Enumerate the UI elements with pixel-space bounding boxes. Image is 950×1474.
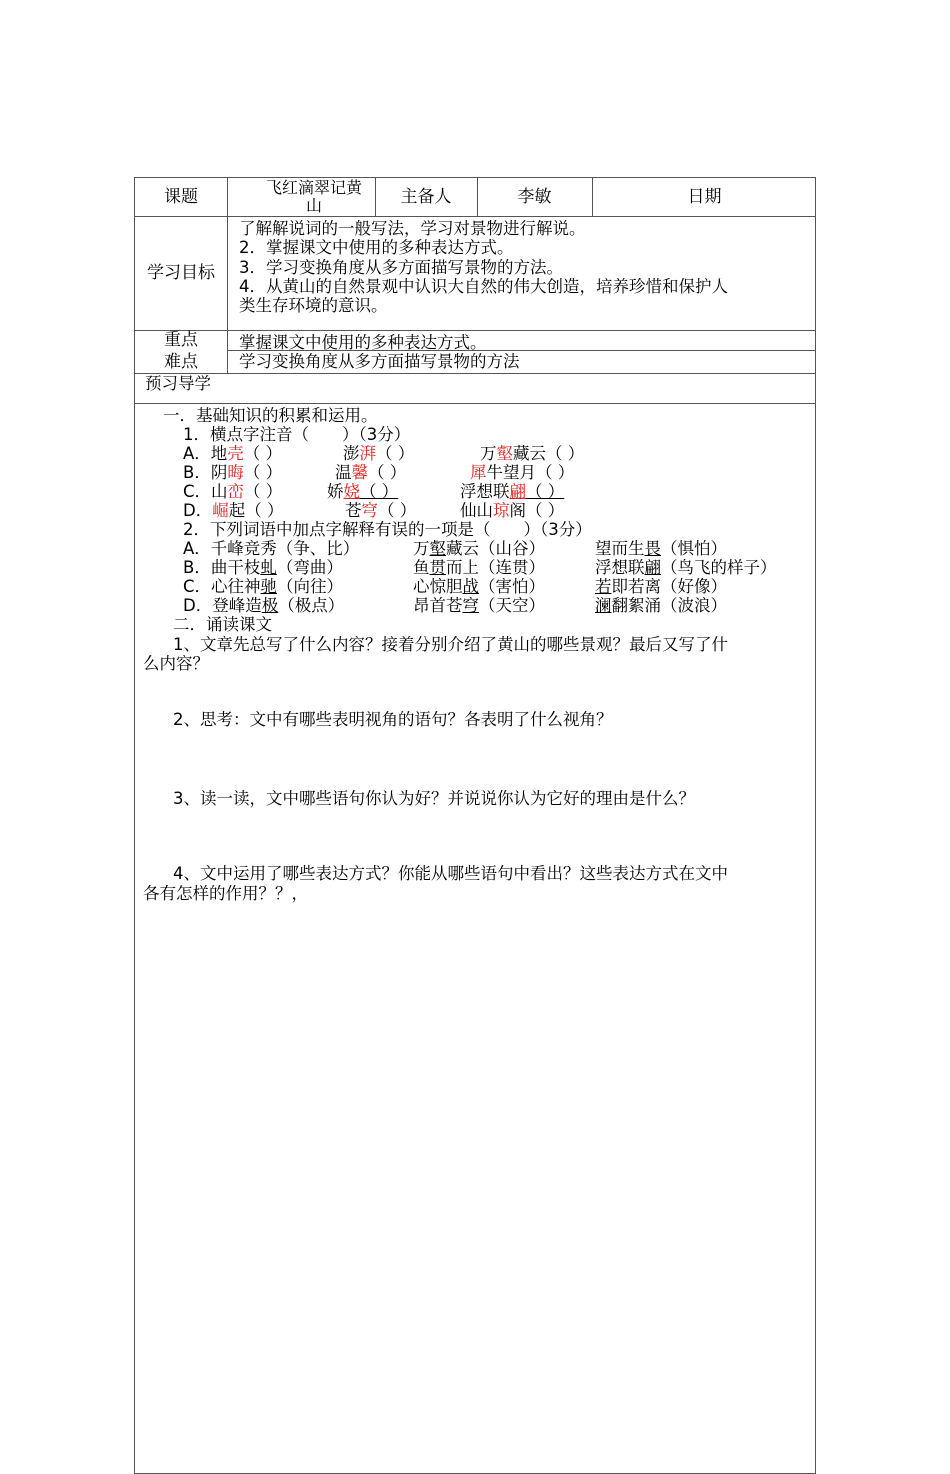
question-line: 各有怎样的作用？？， bbox=[143, 884, 308, 903]
goal-line: 2．掌握课文中使用的多种表达方式。 bbox=[239, 238, 514, 257]
q2-option-row: B．曲干枝虬（弯曲） bbox=[183, 558, 343, 577]
date-label: 日期 bbox=[687, 187, 722, 207]
goals-label: 学习目标 bbox=[147, 263, 215, 283]
preview-label: 预习导学 bbox=[145, 374, 211, 393]
q1-option-row: B．阴晦（ ） bbox=[183, 463, 283, 482]
section1-title: 一．基础知识的积累和运用。 bbox=[163, 406, 378, 425]
q1-option-word: 娇娆（ ） bbox=[327, 482, 399, 501]
q2-option-word: 望而生畏（惧怕） bbox=[595, 539, 727, 558]
topic-label: 课题 bbox=[164, 187, 198, 207]
q2-option-word: 心惊胆战（害怕） bbox=[413, 577, 545, 596]
goal-line: 了解解说词的一般写法，学习对景物进行解说。 bbox=[239, 219, 586, 238]
q1-option-word: 苍穹（ ） bbox=[345, 501, 417, 520]
goal-line: 类生存环境的意识。 bbox=[239, 296, 388, 315]
q1-option-word: 万壑藏云（ ） bbox=[480, 444, 585, 463]
key-point-label: 重点 bbox=[164, 330, 198, 350]
q1-option-word: 犀牛望月（ ） bbox=[470, 463, 575, 482]
preparer-label: 主备人 bbox=[400, 187, 452, 207]
difficulty-text: 学习变换角度从多方面描写景物的方法 bbox=[239, 352, 520, 371]
q2-option-word: 万壑藏云（山谷） bbox=[413, 539, 545, 558]
row-divider bbox=[135, 373, 815, 374]
row-divider bbox=[135, 216, 815, 217]
q2-stem: 2．下列词语中加点字解释有误的一项是（ ）（3分） bbox=[183, 520, 592, 539]
q1-option-row: D．崛起（ ） bbox=[183, 501, 284, 520]
q1-option-row: C．山峦（ ） bbox=[183, 482, 283, 501]
lesson-plan-table bbox=[134, 177, 816, 1474]
preparer-value: 李敏 bbox=[517, 187, 552, 207]
key-point-text: 掌握课文中使用的多种表达方式。 bbox=[239, 333, 487, 352]
q2-option-word: 澜翻絮涌（波浪） bbox=[595, 596, 727, 615]
q2-option-word: 浮想联翩（鸟飞的样子） bbox=[595, 558, 777, 577]
question-line: 3、读一读，文中哪些语句你认为好？并说说你认为它好的理由是什么？ bbox=[173, 789, 695, 808]
question-line: 1、文章先总写了什么内容？接着分别介绍了黄山的哪些景观？最后又写了什 bbox=[173, 635, 728, 654]
section2-title: 二．诵读课文 bbox=[173, 615, 272, 634]
topic-value: 飞红滴翠记黄山 bbox=[265, 178, 362, 215]
q1-option-word: 温馨（ ） bbox=[335, 463, 407, 482]
question-line: 2、思考：文中有哪些表明视角的语句？各表明了什么视角？ bbox=[173, 710, 613, 729]
q1-option-word: 仙山琼阁（ ） bbox=[460, 501, 565, 520]
q1-option-row: A．地壳（ ） bbox=[183, 444, 283, 463]
difficulty-label: 难点 bbox=[164, 351, 198, 372]
goal-line: 3．学习变换角度从多方面描写景物的方法。 bbox=[239, 258, 563, 277]
q1-option-word: 澎湃（ ） bbox=[343, 444, 415, 463]
q2-option-row: A．千峰竞秀（争、比） bbox=[183, 539, 360, 558]
col-divider bbox=[227, 178, 228, 373]
q1-option-word: 浮想联翩（ ） bbox=[460, 482, 565, 501]
question-line: 4、文中运用了哪些表达方式？你能从哪些语句中看出？这些表达方式在文中 bbox=[173, 864, 728, 883]
row-divider bbox=[135, 403, 815, 404]
row-divider bbox=[135, 330, 815, 331]
q2-option-word: 鱼贯而上（连贯） bbox=[413, 558, 545, 577]
q2-option-word: 若即若离（好像） bbox=[595, 577, 727, 596]
q2-option-word: 昂首苍穹（天空） bbox=[413, 596, 545, 615]
q1-stem: 1．横点字注音（ ）（3分） bbox=[183, 425, 411, 444]
question-line: 么内容？ bbox=[143, 654, 209, 673]
q2-option-row: D．登峰造极（极点） bbox=[183, 596, 345, 615]
q2-option-row: C．心往神驰（向往） bbox=[183, 577, 344, 596]
goal-line: 4．从黄山的自然景观中认识大自然的伟大创造，培养珍惜和保护人 bbox=[239, 277, 728, 296]
